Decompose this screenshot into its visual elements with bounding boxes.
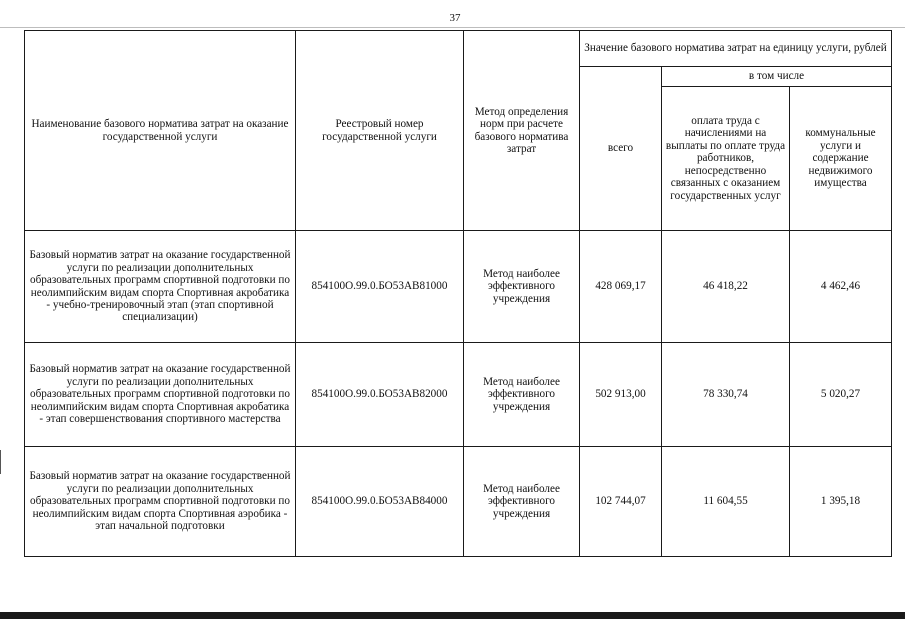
labor-cell: 46 418,22 [662, 231, 790, 343]
page-number: 37 [449, 12, 461, 24]
header-including: в том числе [662, 67, 892, 87]
table-row [25, 231, 892, 343]
total-cell: 102 744,07 [580, 447, 662, 557]
header-method: Метод определения норм при расчете базового норматива затрат [464, 31, 580, 231]
norm-name-cell: Базовый норматив затрат на оказание государственной услуги по реализации дополнительных образовательных программ спортивной подготовки по неолимпийским видам спорта Спортивная аэробика - этап начальной подготовки [25, 447, 296, 557]
utilities-cell: 5 020,27 [790, 343, 892, 447]
registry-number-cell: 854100О.99.0.БО53АВ84000 [296, 447, 464, 557]
header-total: всего [580, 67, 662, 231]
method-cell: Метод наиболее эффективного учреждения [464, 343, 580, 447]
top-divider [0, 27, 905, 28]
norm-name-cell: Базовый норматив затрат на оказание государственной услуги по реализации дополнительных образовательных программ спортивной подготовки по неолимпийским видам спорта Спортивная акробатика - этап совершенствования спортивного мастерства [25, 343, 296, 447]
registry-number-cell: 854100О.99.0.БО53АВ82000 [296, 343, 464, 447]
norm-name-cell: Базовый норматив затрат на оказание государственной услуги по реализации дополнительных образовательных программ спортивной подготовки по неолимпийским видам спорта Спортивная акробатика - учебно-тренировочный этап (этап спортивной специализации) [25, 231, 296, 343]
header-labor: оплата труда с начислениями на выплаты по оплате труда работников, непосредственно связанных с оказанием государственных услуг [662, 87, 790, 231]
header-utilities: коммунальные услуги и содержание недвижимого имущества [790, 87, 892, 231]
cost-norms-table [24, 30, 892, 557]
header-row [25, 31, 892, 67]
margin-mark [0, 450, 1, 474]
scan-bottom-edge [0, 612, 905, 619]
labor-cell: 11 604,55 [662, 447, 790, 557]
labor-cell: 78 330,74 [662, 343, 790, 447]
header-value-group: Значение базового норматива затрат на единицу услуги, рублей [580, 31, 892, 67]
utilities-cell: 1 395,18 [790, 447, 892, 557]
header-registry-number: Реестровый номер государственной услуги [296, 31, 464, 231]
method-cell: Метод наиболее эффективного учреждения [464, 447, 580, 557]
method-cell: Метод наиболее эффективного учреждения [464, 231, 580, 343]
total-cell: 428 069,17 [580, 231, 662, 343]
table-row [25, 343, 892, 447]
header-name: Наименование базового норматива затрат на оказание государственной услуги [25, 31, 296, 231]
registry-number-cell: 854100О.99.0.БО53АВ81000 [296, 231, 464, 343]
table-row [25, 447, 892, 557]
utilities-cell: 4 462,46 [790, 231, 892, 343]
total-cell: 502 913,00 [580, 343, 662, 447]
